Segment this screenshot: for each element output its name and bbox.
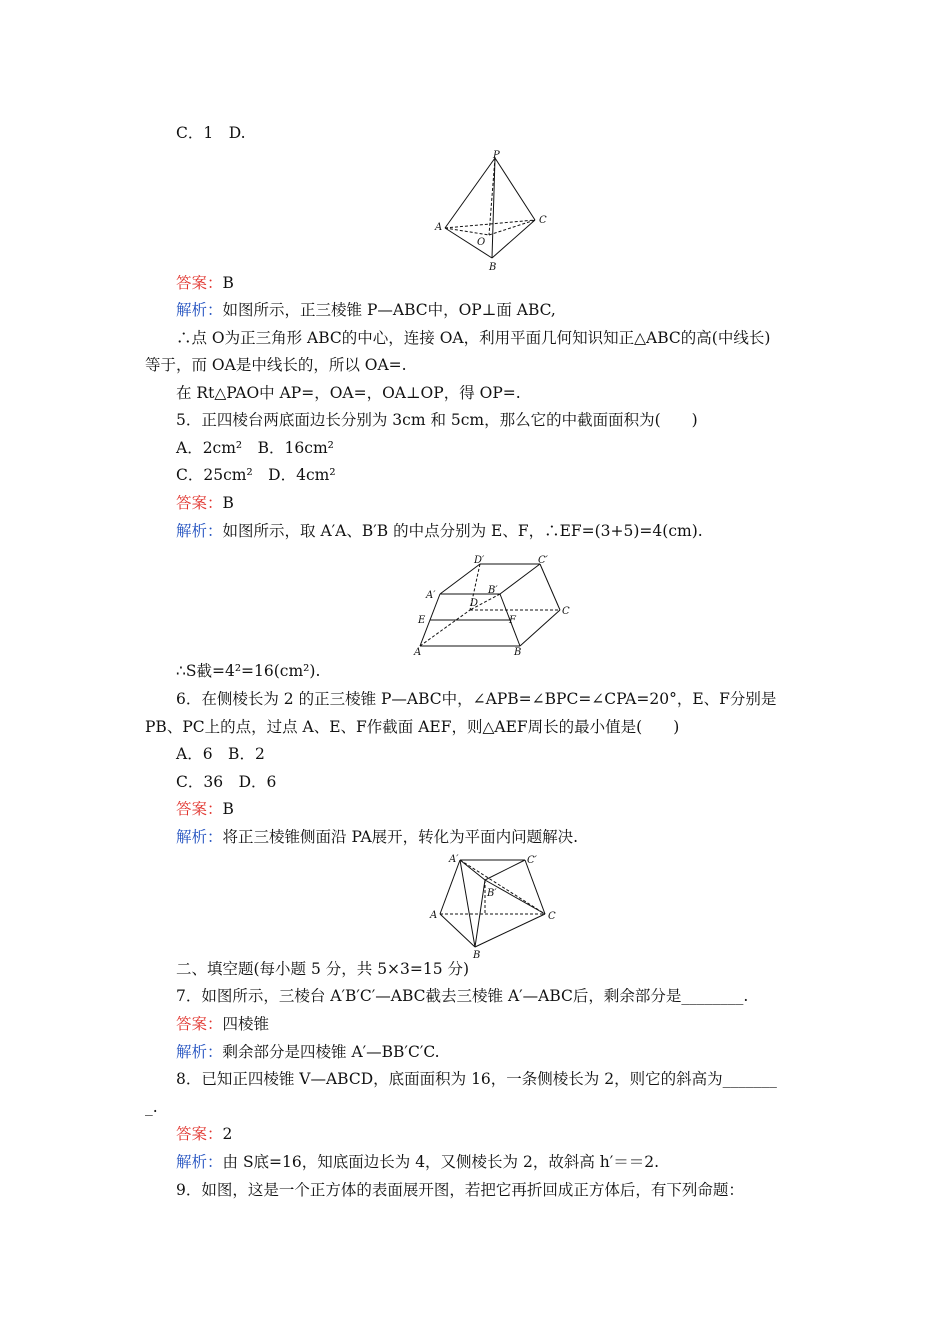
frustum-figure [410,552,580,660]
question-7: 7．如图所示，三棱台 A′B′C′—ABC截去三棱锥 A′—ABC后，剩余部分是________. [176,987,749,1005]
analysis-line-q6 [176,826,578,848]
analysis-line-q4 [176,299,556,321]
label-a: A [414,647,422,658]
label-a-prime: A′ [426,590,436,601]
q5-options-ab: A．2cm² B．16cm² [176,439,334,457]
label-d: D [470,598,479,609]
answer-value: B [222,494,234,512]
label-c: C [539,215,547,226]
q6-options-ab: A．6 B．2 [176,745,265,763]
answer-line-q6 [176,798,234,820]
q5-options-cd: C．25cm² D．4cm² [176,466,336,484]
question-8-continued: _. [145,1098,158,1116]
question-8: 8．已知正四棱锥 V—ABCD，底面面积为 16，一条侧棱长为 2，则它的斜高为_______ [176,1070,777,1088]
pyramid-figure [425,150,555,275]
area-result: ∴S截=4²=16(cm²). [176,662,321,680]
analysis-continued: 等于，而 OA是中线长的，所以 OA=. [145,356,407,374]
label-c: C [562,606,570,617]
analysis-line-q7 [176,1041,440,1063]
label-b-prime: B′ [487,888,497,899]
analysis-label: 解析： [176,1153,223,1171]
answer-label: 答案： [176,800,223,818]
label-e: E [418,615,426,626]
analysis-continued: 在 Rt△PAO中 AP=，OA=，OA⊥OP，得 OP=. [176,384,521,402]
answer-line-q5 [176,492,234,514]
label-c-prime: C′ [538,555,548,566]
analysis-label: 解析： [176,828,223,846]
label-b-prime: B′ [488,585,498,596]
analysis-label: 解析： [176,522,223,540]
answer-value: B [222,274,234,292]
section-heading: 二、填空题(每小题 5 分，共 5×3=15 分) [176,960,470,978]
analysis-line-q8 [176,1151,659,1173]
answer-line-q7 [176,1013,269,1035]
label-b: B [473,950,481,960]
analysis-label: 解析： [176,1043,223,1061]
answer-label: 答案： [176,494,223,512]
label-a-prime: A′ [449,854,459,865]
answer-label: 答案： [176,274,223,292]
label-a: A [435,222,443,233]
label-c-prime: C′ [527,855,537,866]
analysis-text: 将正三棱锥侧面沿 PA展开，转化为平面内问题解决. [222,828,579,846]
label-a: A [430,910,438,921]
analysis-text: 由 S底=16，知底面边长为 4，又侧棱长为 2，故斜高 h′＝＝2. [222,1153,660,1171]
answer-label: 答案： [176,1015,223,1033]
label-c: C [548,911,556,922]
label-o: O [477,237,486,248]
answer-line-q8 [176,1123,232,1145]
label-p: P [493,150,500,161]
label-f: F [509,615,516,626]
analysis-continued: ∴点 O为正三角形 ABC的中心，连接 OA，利用平面几何知识知正△ABC的高(中线长) [176,329,771,347]
label-b: B [514,647,522,658]
question-9: 9．如图，这是一个正方体的表面展开图，若把它再折回成正方体后，有下列命题： [176,1181,744,1199]
q6-options-cd: C．36 D．6 [176,773,277,791]
answer-value: 2 [222,1125,233,1143]
analysis-text: 如图所示，正三棱锥 P—ABC中，OP⊥面 ABC, [222,301,556,319]
analysis-text: 如图所示，取 A′A、B′B 的中点分别为 E、F，∴EF=(3+5)=4(cm). [222,522,703,540]
answer-label: 答案： [176,1125,223,1143]
label-d-prime: D′ [474,555,485,566]
q4-options-cd: C．1 D. [176,124,246,142]
analysis-label: 解析： [176,301,223,319]
answer-value: B [222,800,234,818]
label-b: B [489,262,497,273]
analysis-line-q5 [176,520,703,542]
question-6-continued: PB、PC上的点，过点 A、E、F作截面 AEF，则△AEF周长的最小值是( ) [145,718,680,736]
question-5: 5．正四棱台两底面边长分别为 3cm 和 5cm，那么它的中截面面积为( ) [176,411,698,429]
question-6: 6．在侧棱长为 2 的正三棱锥 P—ABC中，∠APB=∠BPC=∠CPA=20°，E、F分别是 [176,690,777,708]
answer-value: 四棱锥 [222,1015,270,1033]
unfolded-pyramid-figure [425,852,560,960]
answer-line-q4 [176,272,234,294]
analysis-text: 剩余部分是四棱锥 A′—BB′C′C. [222,1043,440,1061]
